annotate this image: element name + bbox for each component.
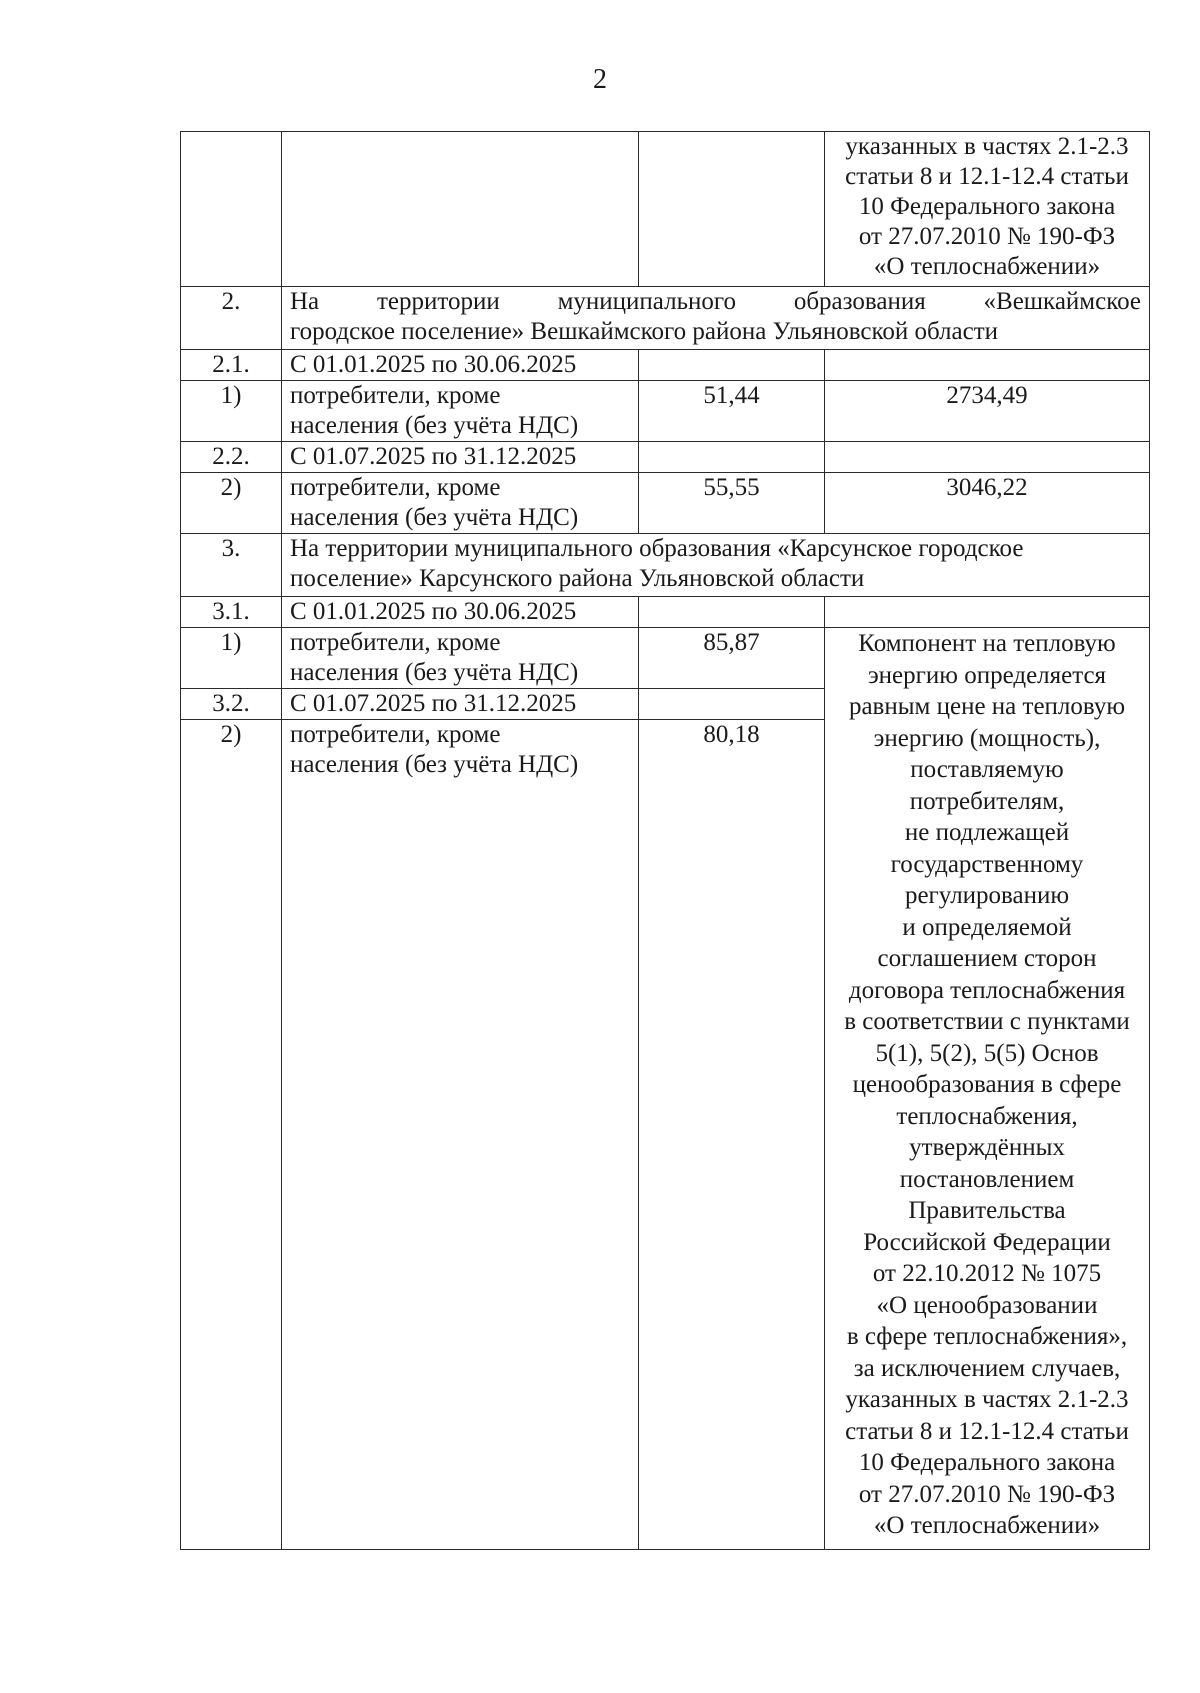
item-label: потребители, кроме населения (без учёта НДС) bbox=[282, 473, 639, 534]
value-component-1: 80,18 bbox=[639, 720, 825, 1550]
section-number: 2. bbox=[181, 287, 282, 350]
section-row bbox=[181, 534, 1150, 597]
empty-cell bbox=[639, 132, 825, 287]
empty-cell bbox=[282, 132, 639, 287]
period-label: С 01.07.2025 по 31.12.2025 bbox=[282, 689, 639, 720]
continuation-row bbox=[181, 132, 1150, 287]
item-number: 1) bbox=[181, 628, 282, 689]
item-number: 2) bbox=[181, 473, 282, 534]
value-component-1: 51,44 bbox=[639, 381, 825, 442]
component-note: Компонент на тепловую энергию определяется равным цене на тепловую энергию (мощность), поставляемую потребителям, не подлежащей государственному регулированию и определяемой соглашением сторон договора теплоснабжения в соответствии с пунктами 5(1), 5(2), 5(5) Основ ценообразования в сфере теплоснабжения, утверждённых постановлением Правительства Российской Федерации от 22.10.2012 № 1075 «О ценообразовании в сфере теплоснабжения», за исключением случаев, указанных в частях 2.1-2.3 статьи 8 и 12.1-12.4 статьи 10 Федерального закона от 27.07.2010 № 190-ФЗ «О теплоснабжении» bbox=[825, 628, 1150, 1550]
period-number: 3.2. bbox=[181, 689, 282, 720]
item-label: потребители, кроме населения (без учёта НДС) bbox=[282, 381, 639, 442]
value-component-2: 3046,22 bbox=[825, 473, 1150, 534]
item-row bbox=[181, 381, 1150, 442]
empty-cell bbox=[825, 597, 1150, 628]
page-number: 2 bbox=[593, 64, 607, 95]
item-number: 1) bbox=[181, 381, 282, 442]
period-row bbox=[181, 350, 1150, 381]
period-row bbox=[181, 597, 1150, 628]
item-row bbox=[181, 628, 1150, 689]
period-label: С 01.01.2025 по 30.06.2025 bbox=[282, 350, 639, 381]
section-title: На территории муниципального образования «Карсунское городское поселение» Карсунского района Ульяновской области bbox=[282, 534, 1150, 597]
item-label: потребители, кроме населения (без учёта НДС) bbox=[282, 720, 639, 1550]
section-row bbox=[181, 287, 1150, 350]
item-number: 2) bbox=[181, 720, 282, 1550]
continuation-note: указанных в частях 2.1-2.3 статьи 8 и 12.1-12.4 статьи 10 Федерального закона от 27.07.2010 № 190-ФЗ «О теплоснабжении» bbox=[825, 132, 1150, 287]
value-component-2: 2734,49 bbox=[825, 381, 1150, 442]
empty-cell bbox=[181, 132, 282, 287]
empty-cell bbox=[639, 597, 825, 628]
empty-cell bbox=[639, 442, 825, 473]
period-label: С 01.01.2025 по 30.06.2025 bbox=[282, 597, 639, 628]
period-number: 2.1. bbox=[181, 350, 282, 381]
empty-cell bbox=[639, 689, 825, 720]
item-label: потребители, кроме населения (без учёта НДС) bbox=[282, 628, 639, 689]
section-title: На территории муниципального образования «Вешкаймское городское поселение» Вешкаймского района Ульяновской области bbox=[282, 287, 1150, 350]
period-label: С 01.07.2025 по 31.12.2025 bbox=[282, 442, 639, 473]
period-number: 3.1. bbox=[181, 597, 282, 628]
empty-cell bbox=[639, 350, 825, 381]
empty-cell bbox=[825, 442, 1150, 473]
period-number: 2.2. bbox=[181, 442, 282, 473]
tariff-table bbox=[180, 131, 1150, 1550]
period-row bbox=[181, 442, 1150, 473]
value-component-1: 85,87 bbox=[639, 628, 825, 689]
empty-cell bbox=[825, 350, 1150, 381]
value-component-1: 55,55 bbox=[639, 473, 825, 534]
item-row bbox=[181, 473, 1150, 534]
section-number: 3. bbox=[181, 534, 282, 597]
